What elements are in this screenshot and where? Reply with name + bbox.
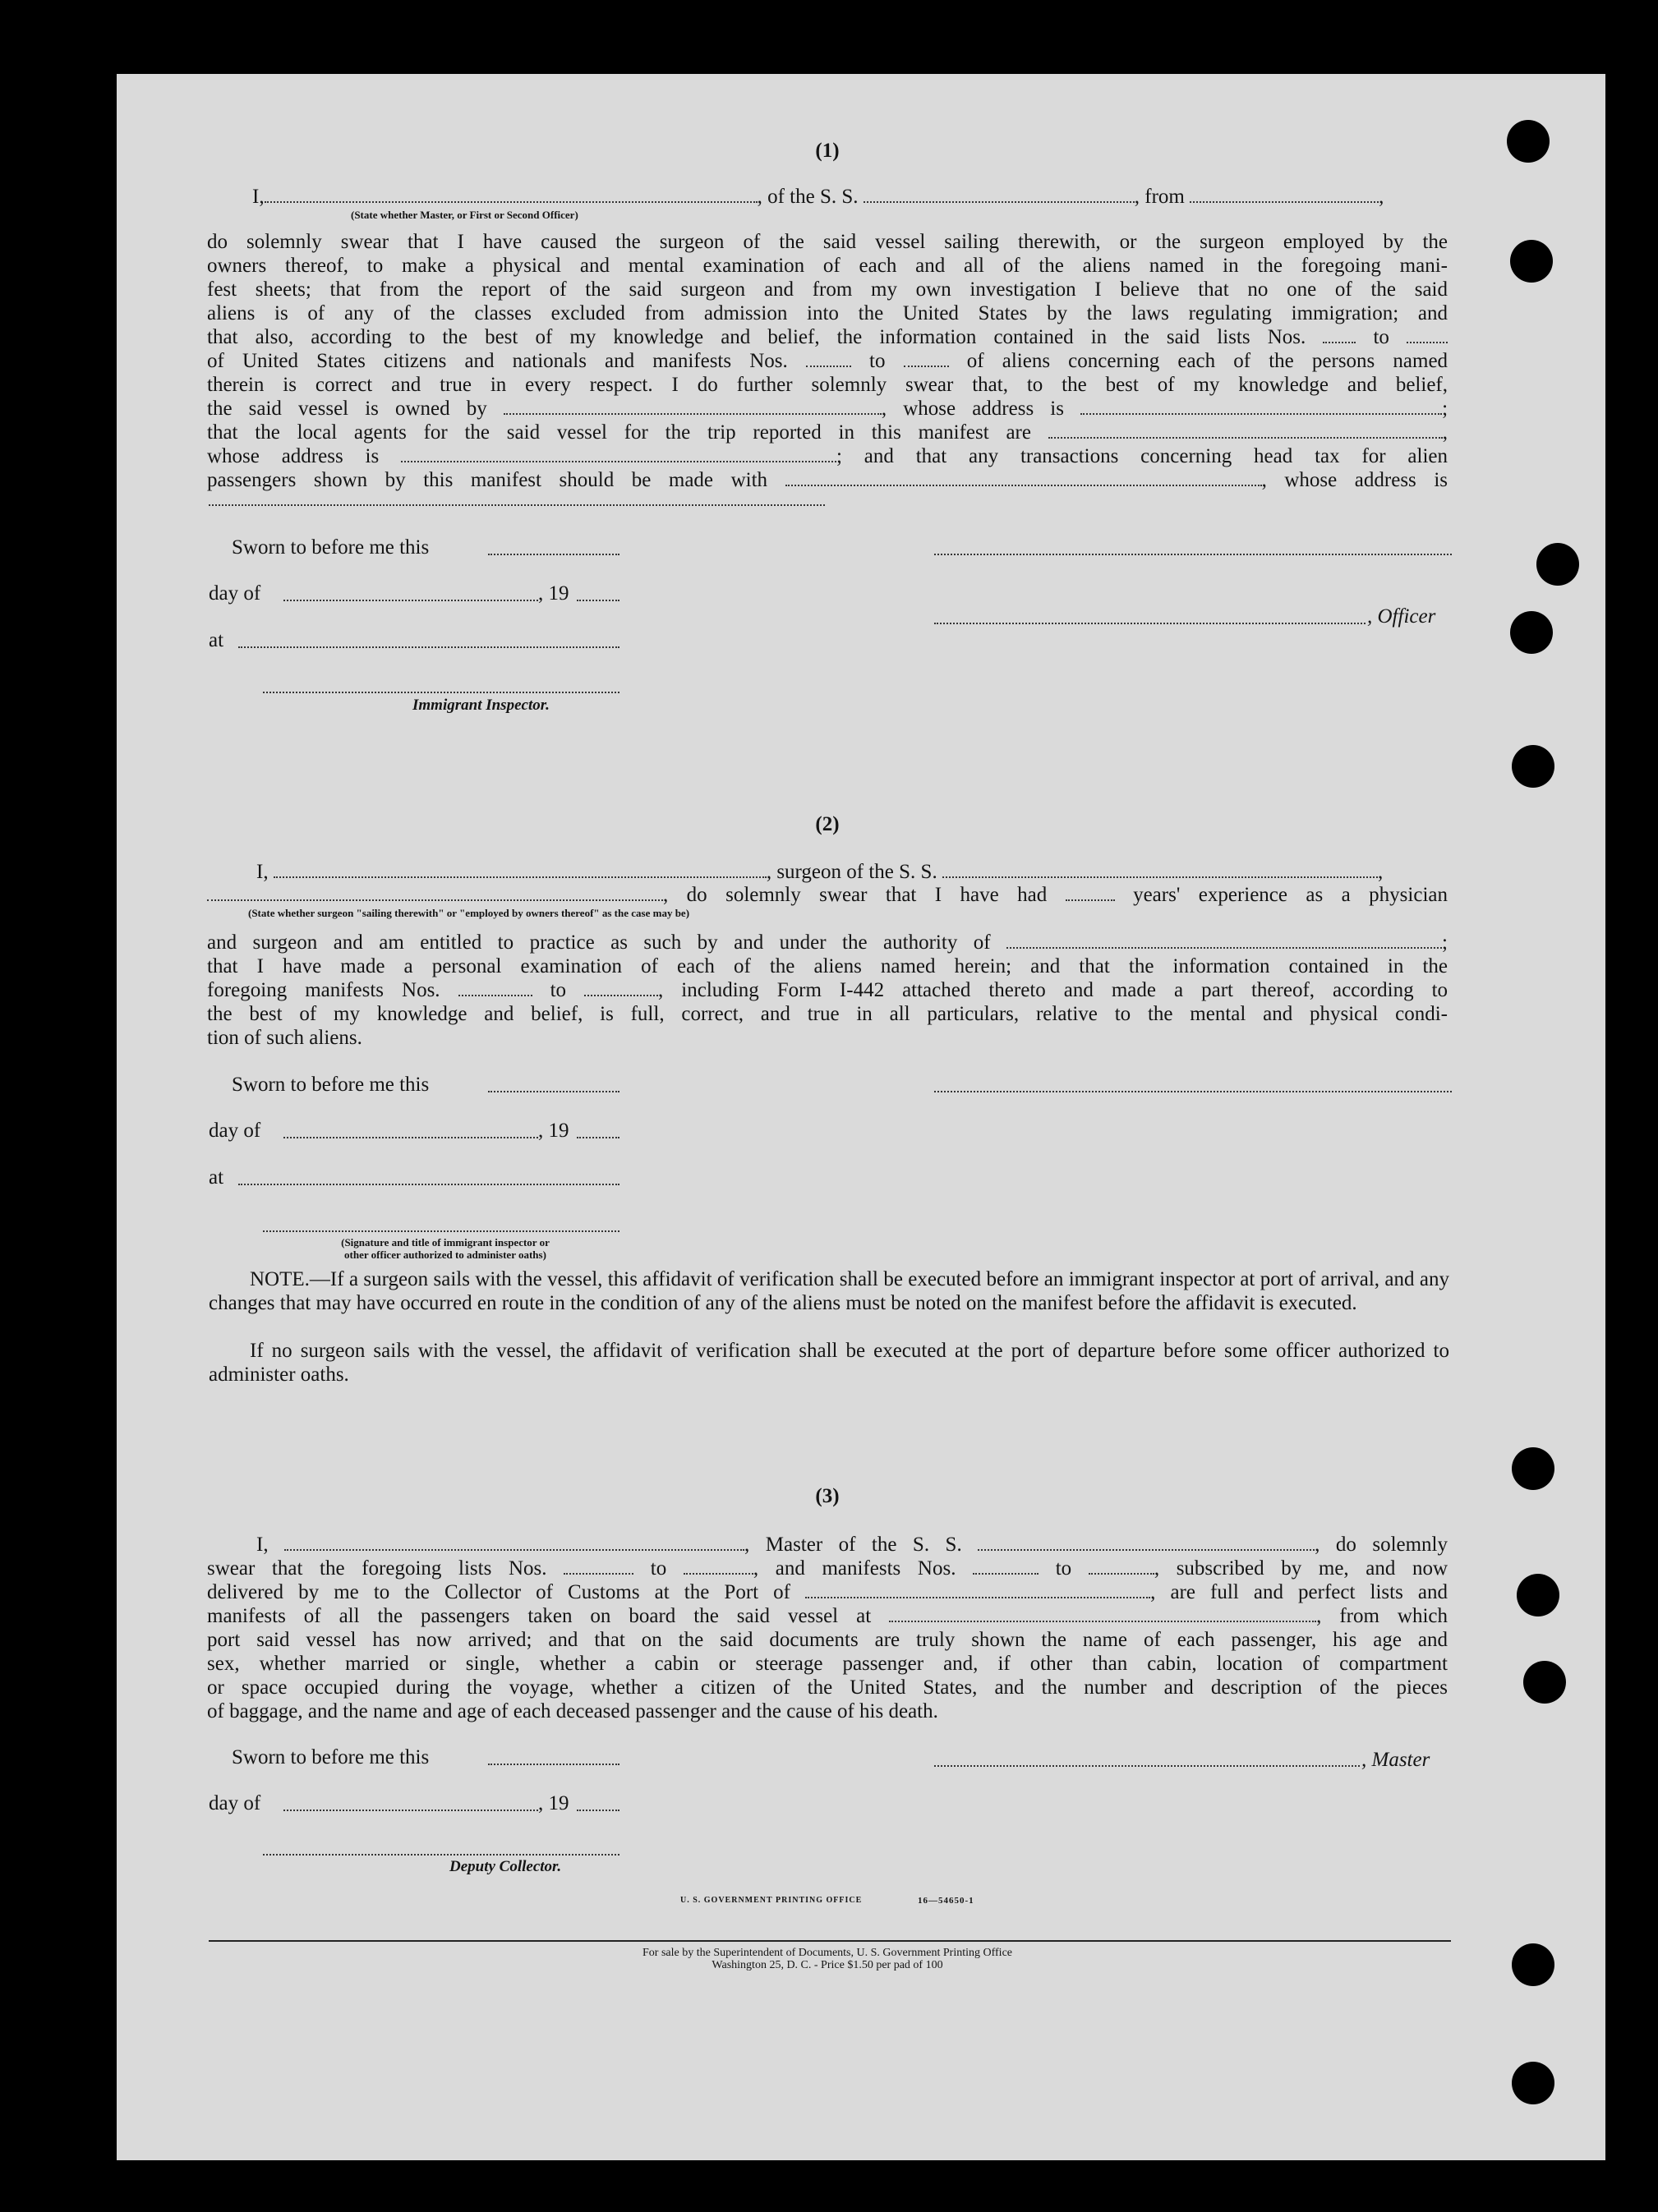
deputy-collector-caption: Deputy Collector.	[449, 1858, 562, 1875]
s1-day-blank[interactable]	[283, 600, 538, 601]
owner-address-blank[interactable]	[1080, 398, 1442, 415]
punch-hole	[1510, 611, 1553, 654]
surgeon-status-blank[interactable]	[207, 885, 663, 901]
s1-sworn-label: Sworn to before me this	[232, 536, 430, 559]
s3-sworn-date-blank[interactable]	[488, 1764, 619, 1765]
s2-signature-title-blank[interactable]	[263, 1230, 619, 1232]
head-tax-blank[interactable]	[785, 470, 1262, 486]
s1-at-label: at	[209, 629, 224, 651]
s2-line1: I, , surgeon of the S. S. ,	[256, 861, 1384, 883]
s3-text-line: of baggage, and the name and age of each deceased passenger and the cause of his death.	[207, 1700, 938, 1722]
s1-officer-blank[interactable]	[934, 623, 1366, 624]
s3-day-blank[interactable]	[283, 1810, 538, 1811]
s2-line2: , do solemnly swear that I have had years' experience as a physician	[207, 883, 1448, 907]
s1-text-line: therein is correct and true in every respect. I do further solemnly swear that, to the best of my knowledge and belief,	[207, 374, 1448, 396]
s1-at-blank[interactable]	[238, 646, 619, 648]
s2-sworn-label: Sworn to before me this	[232, 1074, 430, 1096]
s3-line2: swear that the foregoing lists Nos. to , and manifests Nos. to , subscribed by me, and now	[207, 1557, 1448, 1580]
s3-lists-to-blank[interactable]	[684, 1558, 753, 1575]
s2-signature-blank[interactable]	[934, 1091, 1452, 1092]
s3-text-line: sex, whether married or single, whether a cabin or steerage passenger and, if other than cabin, location of compartment	[207, 1653, 1448, 1675]
s1-line11: passengers shown by this manifest should be made with , whose address is	[207, 469, 1448, 491]
s2-manifests-to-blank[interactable]	[584, 980, 658, 996]
s3-text-line: or space occupied during the voyage, whether a citizen of the United States, and the number and description of the pieces	[207, 1676, 1448, 1699]
lists-from-blank[interactable]	[1323, 327, 1356, 343]
s2-sworn-date-blank[interactable]	[488, 1091, 619, 1092]
head-tax-address-blank[interactable]	[209, 504, 825, 506]
form-number: 16—54650-1	[918, 1896, 974, 1906]
footer-divider	[209, 1940, 1451, 1942]
s2-ship-name-blank[interactable]	[942, 862, 1378, 878]
master-name-blank[interactable]	[265, 186, 758, 203]
s3-line1: I, , Master of the S. S. , do solemnly	[256, 1534, 1448, 1556]
s3-line3: delivered by me to the Collector of Customs at the Port of , are full and perfect lists and	[207, 1581, 1448, 1603]
punch-hole	[1536, 543, 1579, 586]
s1-text-line: do solemnly swear that I have caused the surgeon of the said vessel sailing therewith, or the surgeon employed by the	[207, 231, 1448, 253]
punch-hole	[1517, 1574, 1559, 1616]
years-experience-blank[interactable]	[1066, 885, 1115, 901]
immigrant-inspector-caption: Immigrant Inspector.	[412, 697, 550, 714]
lists-to-blank[interactable]	[1407, 327, 1448, 343]
officer-caption: , Officer	[1367, 605, 1436, 628]
s2-at-label: at	[209, 1166, 224, 1189]
s3-manifests-to-blank[interactable]	[1089, 1558, 1154, 1575]
s1-signature-blank[interactable]	[934, 554, 1452, 555]
s3-ship-name-blank[interactable]	[978, 1534, 1315, 1551]
s2-line5: foregoing manifests Nos. to , including Form I-442 attached thereto and made a part thereof, according to	[207, 979, 1448, 1001]
master-signature-blank[interactable]	[934, 1765, 1360, 1767]
s3-text-line: port said vessel has now arrived; and that on the said documents are truly shown the name of each passenger, his age and	[207, 1629, 1448, 1651]
s1-opening-line: I, , of the S. S. , from ,	[252, 186, 1384, 208]
s2-day-of-label: day of	[209, 1120, 261, 1142]
s2-text-line: the best of my knowledge and belief, is full, correct, and true in all particulars, relative to the mental and physical condi-	[207, 1003, 1448, 1025]
punch-hole	[1512, 2062, 1554, 2104]
section-1-number: (1)	[815, 140, 840, 162]
s3-lists-from-blank[interactable]	[564, 1558, 633, 1575]
s1-text-line: aliens is of any of the classes excluded from admission into the United States by the laws regulating immigration; and	[207, 302, 1448, 324]
s3-sworn-label: Sworn to before me this	[232, 1746, 430, 1768]
s1-line6: of United States citizens and nationals and manifests Nos. to of aliens concerning each of the persons named	[207, 350, 1448, 372]
punch-hole	[1507, 120, 1550, 163]
s2-text-line: that I have made a personal examination of each of the aliens named herein; and that the information contained in the	[207, 955, 1448, 977]
section-3-number: (3)	[815, 1485, 840, 1507]
s1-inspector-signature-blank[interactable]	[263, 692, 619, 693]
s3-year-blank[interactable]	[577, 1810, 619, 1811]
s2-manifests-from-blank[interactable]	[458, 980, 532, 996]
owner-blank[interactable]	[504, 398, 882, 415]
punch-hole	[1510, 240, 1553, 283]
note-paragraph-2: If no surgeon sails with the vessel, the affidavit of verification shall be executed at the port of departure before some officer authorized to administer oaths.	[209, 1340, 1449, 1386]
s1-line9: that the local agents for the said vessel for the trip reported in this manifest are ,	[207, 421, 1448, 444]
s2-text-line: tion of such aliens.	[207, 1027, 362, 1049]
s1-sworn-date-blank[interactable]	[488, 554, 619, 555]
section-2-number: (2)	[815, 813, 840, 835]
s1-text-line: fest sheets; that from the report of the said surgeon and from my own investigation I believe that no one of the said	[207, 278, 1448, 301]
authority-blank[interactable]	[1006, 932, 1442, 949]
note-paragraph: NOTE.—If a surgeon sails with the vessel, this affidavit of verification shall be executed before an immigrant inspector at port of arrival, and any changes that may have occurred en route in the condition of any of the aliens must be noted on the manifest before the affidavit is executed.	[209, 1268, 1449, 1314]
deputy-signature-blank[interactable]	[263, 1854, 619, 1856]
s1-text-line: owners thereof, to make a physical and mental examination of each and all of the aliens named in the foregoing mani-	[207, 255, 1448, 277]
gpo-imprint: U. S. GOVERNMENT PRINTING OFFICE	[680, 1896, 863, 1905]
punch-hole	[1512, 1943, 1554, 1986]
s1-day-of-label: day of	[209, 582, 261, 605]
s1-year-prefix: , 19	[538, 582, 569, 605]
s2-sig-note: (Signature and title of immigrant inspector or other officer authorized to administer oaths)	[341, 1236, 550, 1261]
surgeon-name-blank[interactable]	[274, 862, 767, 878]
s2-at-blank[interactable]	[238, 1184, 619, 1185]
s3-master-name-blank[interactable]	[284, 1534, 744, 1551]
s3-line4: manifests of all the passengers taken on board the said vessel at , from which	[207, 1605, 1448, 1627]
s2-year-blank[interactable]	[577, 1137, 619, 1138]
s3-day-of-label: day of	[209, 1792, 261, 1814]
s2-line3: and surgeon and am entitled to practice as such by and under the authority of ;	[207, 931, 1448, 954]
sale-notice: For sale by the Superintendent of Documents, U. S. Government Printing Office Washington 25, D. C. - Price $1.50 per pad of 100	[642, 1947, 1012, 1971]
s1-line8: the said vessel is owned by , whose address is ;	[207, 398, 1448, 420]
s2-day-blank[interactable]	[283, 1137, 538, 1138]
form-page	[117, 74, 1605, 2160]
s1-line10: whose address is ; and that any transactions concerning head tax for alien	[207, 445, 1448, 467]
from-port-blank[interactable]	[1190, 186, 1379, 203]
master-caption: , Master	[1361, 1749, 1430, 1771]
s3-year-prefix: , 19	[538, 1792, 569, 1814]
punch-hole	[1512, 745, 1554, 788]
ship-name-blank[interactable]	[864, 186, 1135, 203]
s2-under-note: (State whether surgeon "sailing therewith" or "employed by owners thereof" as the case may be)	[248, 907, 690, 919]
port-blank[interactable]	[805, 1582, 1150, 1598]
manifests-from-blank[interactable]	[806, 351, 851, 367]
punch-hole	[1523, 1661, 1566, 1704]
s1-year-blank[interactable]	[577, 600, 619, 601]
manifests-to-blank[interactable]	[904, 351, 949, 367]
local-agents-blank[interactable]	[1048, 422, 1443, 439]
boarding-port-blank[interactable]	[889, 1606, 1316, 1622]
punch-hole	[1512, 1447, 1554, 1490]
s2-year-prefix: , 19	[538, 1120, 569, 1142]
s3-manifests-from-blank[interactable]	[973, 1558, 1039, 1575]
s1-under-note: (State whether Master, or First or Second Officer)	[351, 209, 578, 221]
agents-address-blank[interactable]	[401, 446, 836, 462]
s1-line5: that also, according to the best of my knowledge and belief, the information contained in the said lists Nos. to	[207, 325, 1448, 349]
